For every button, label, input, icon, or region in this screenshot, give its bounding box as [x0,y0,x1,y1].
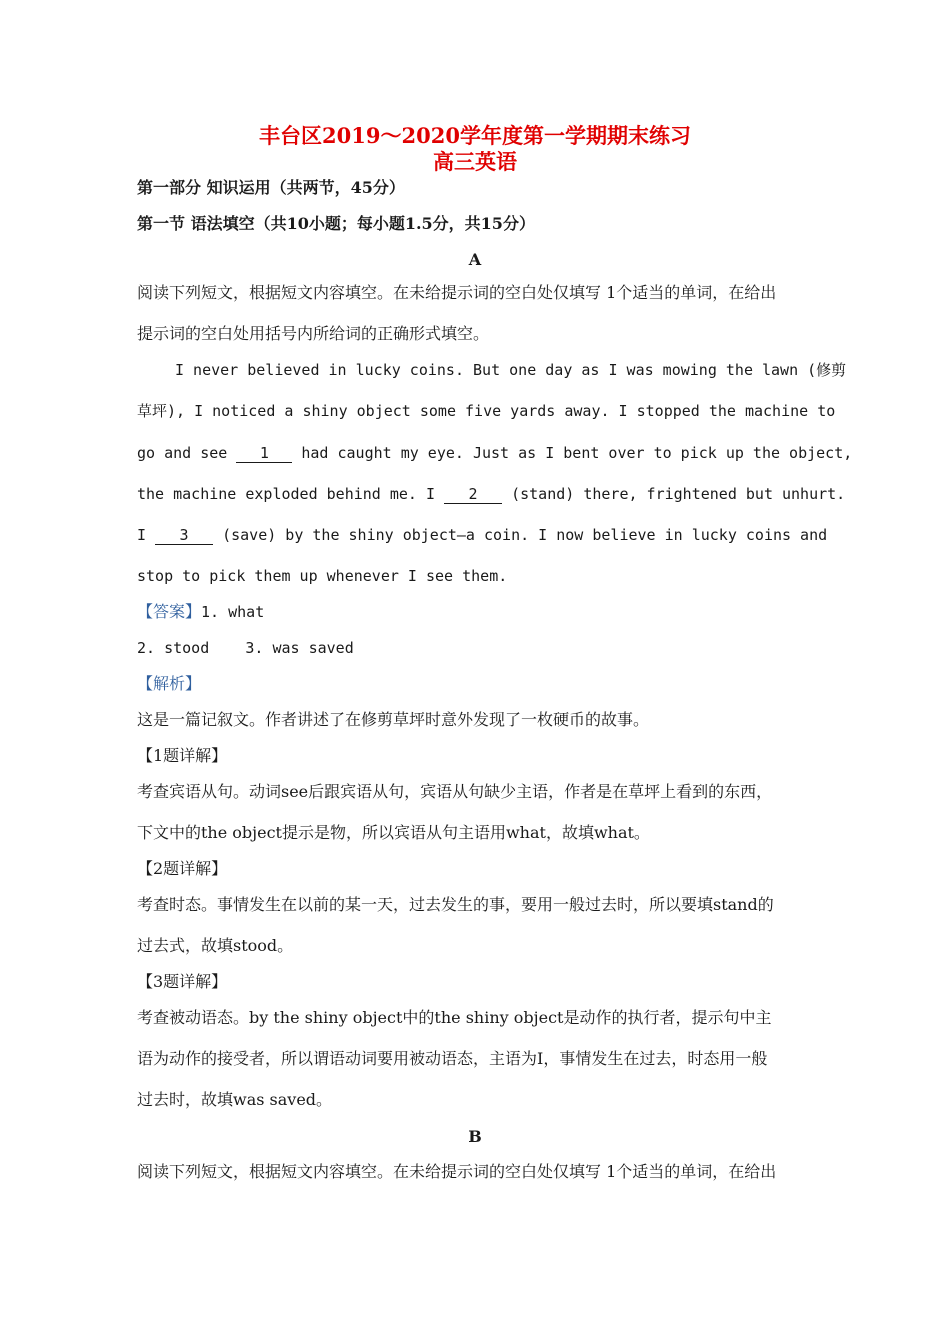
passage-text: had caught my eye. Just as I bent over to pick up the object, [292,444,853,462]
analysis-summary: 这是一篇记叙文。作者讲述了在修剪草坪时意外发现了一枚硬币的故事。 [137,710,650,729]
explanation-line: 语为动作的接受者，所以谓语动词要用被动语态，主语为I，事情发生在过去，时态用一般 [137,1049,768,1068]
answer-line: 2. stood 3. was saved [137,639,354,657]
explanation-line: 过去式，故填stood。 [137,936,294,955]
analysis-tag: 【解析】 [137,674,202,693]
passage-b-label: B [468,1127,482,1146]
explanation-line: 下文中的the object提示是物，所以宾语从句主语用what，故填what。 [137,823,650,842]
explanation-line: 过去时，故填was saved。 [137,1090,333,1109]
passage-text: the machine exploded behind me. I [137,485,445,503]
passage-text: I [137,526,156,544]
answer-tag: 【答案】 [137,602,202,621]
explanation-line: 考查宾语从句。动词see后跟宾语从句，宾语从句缺少主语，作者是在草坪上看到的东西， [137,782,773,801]
question-heading: 【2题详解】 [137,859,228,878]
passage-text: go and see [137,444,237,462]
passage-text: (stand) there, frightened but unhurt. [502,485,846,503]
document-subtitle: 高三英语 [433,149,517,174]
blank-1: 1 [236,445,292,463]
instruction-line: 阅读下列短文，根据短文内容填空。在未给提示词的空白处仅填写 1个适当的单词，在给出 [137,1162,777,1181]
passage-line [137,443,852,463]
passage-text: (save) by the shiny object—a coin. I now believe in lucky coins and [213,526,828,544]
passage-a-label: A [468,250,482,269]
instruction-line: 提示词的空白处用括号内所给词的正确形式填空。 [137,324,490,343]
passage-line: 草坪), I noticed a shiny object some five yards away. I stopped the machine to [137,402,836,420]
question-heading: 【1题详解】 [137,746,228,765]
explanation-line: 考查被动语态。by the shiny object中的the shiny object是动作的执行者，提示句中主 [137,1008,772,1027]
passage-line [137,484,845,504]
answer-text: 1. what [201,603,265,621]
document-title: 丰台区2019～2020学年度第一学期期末练习 [259,123,691,148]
passage-line: I never believed in lucky coins. But one day as I was mowing the lawn (修剪 [175,361,847,379]
instruction-line: 阅读下列短文，根据短文内容填空。在未给提示词的空白处仅填写 1个适当的单词，在给出 [137,283,777,302]
part-heading: 第一部分 知识运用（共两节，45分） [137,178,405,197]
question-heading: 【3题详解】 [137,972,228,991]
explanation-line: 考查时态。事情发生在以前的某一天，过去发生的事，要用一般过去时，所以要填stand的 [137,895,774,914]
passage-line: stop to pick them up whenever I see them. [137,567,508,585]
blank-3: 3 [155,527,213,545]
section-heading: 第一节 语法填空（共10小题；每小题1.5分，共15分） [137,214,535,233]
passage-line [137,525,827,545]
blank-2: 2 [444,486,502,504]
answer-line [137,602,264,622]
